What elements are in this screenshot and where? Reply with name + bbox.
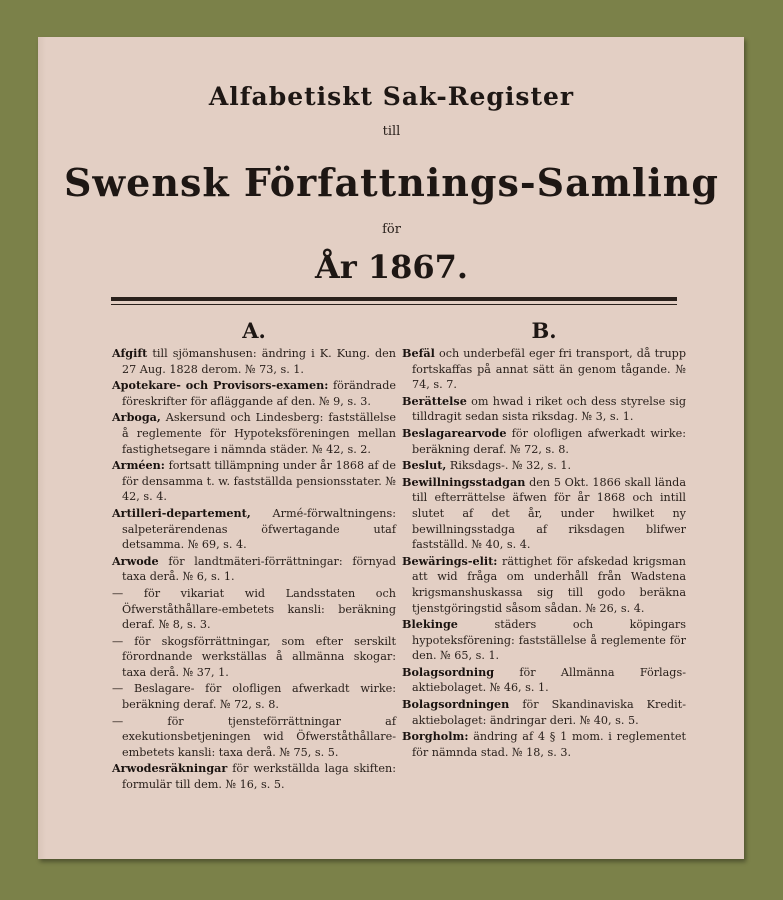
column-b xyxy=(402,318,686,761)
entry-keyword: Beslut, xyxy=(402,458,447,473)
entry-text: rättighet för afskedad krigsman att wid fråga om underhåll från Wadstena krigsmanshuskassa sig till godo beräkna tjenstgöringstid såsom sådan. № 26, s. 4. xyxy=(412,554,686,615)
entry-text: för Skandinaviska Kredit-aktiebolaget: ändringar deri. № 40, s. 5. xyxy=(412,698,686,727)
entry-text: fortsatt tillämpning under år 1868 af de för densamma t. w. fastställda pensionsstater. № 42, s. 4. xyxy=(122,459,397,504)
entry-text: — för vikariat wid Landsstaten och Öfwerståthållare-embetets kansli: beräkning deraf. № 8, s. 3. xyxy=(112,586,396,632)
entry-keyword: Bewillningsstadgan xyxy=(402,474,526,489)
entry-text: den 5 Okt. 1866 skall lända till efterrättelse äfwen för år 1868 och intill slutet af det år, under hwilket ny bewillningsstadga af riksdagen blifwer fastställd. № 40, s. 4. xyxy=(412,475,686,552)
entry-text: — för tjensteförrättningar af exekutionsbetjeningen wid Öfwerståthållare-embetets kansli: taxa derå. № 75, s. 5. xyxy=(112,714,396,759)
title-line-1: Alfabetiskt Sak-Register xyxy=(208,82,575,111)
register-entry xyxy=(112,761,396,792)
entry-text: Armé-förwaltningens: salpeterärendenas öfwertagande utaf detsamma. № 69, s. 4. xyxy=(122,506,396,552)
entry-keyword: Afgift xyxy=(112,346,148,360)
entry-keyword: Beslagarearvode xyxy=(402,425,507,440)
column-a-heading: A. xyxy=(242,318,266,343)
register-entry xyxy=(402,617,686,664)
register-entry xyxy=(112,506,396,553)
register-entry xyxy=(112,586,396,633)
entry-text: städers och köpingars hypoteksförening: fastställelse å reglemente för den. № 65, s. 1. xyxy=(412,618,686,663)
entry-text: — för skogsförrättningar, som efter serskilt förordnande werkställas å allmänna skogar: taxa derå. № 37, 1. xyxy=(112,634,396,679)
entry-text: Askersund och Lindesberg: fastställelse å reglemente för Hypoteksföreningen mellan fastighetsegare i nämnda städer. № 42, s. 2. xyxy=(122,411,396,456)
entry-text: ändring af 4 § 1 mom. i reglementet för nämnda stad. № 18, s. 3. xyxy=(412,730,686,759)
register-entry xyxy=(402,426,686,457)
column-a-entries xyxy=(112,346,396,793)
register-entry xyxy=(402,346,686,393)
entry-text: för Allmänna Förlags-aktiebolaget. № 46, s. 1. xyxy=(412,665,686,695)
register-entry xyxy=(112,634,396,681)
entry-text: om hwad i riket och dess styrelse sig tilldragit sedan sista riksdag. № 3, s. 1. xyxy=(412,394,686,424)
register-entry xyxy=(112,714,396,761)
entry-text: förändrade föreskrifter för afläggande af den. № 9, s. 3. xyxy=(122,379,396,408)
register-entry xyxy=(402,697,686,728)
register-entry xyxy=(402,729,686,760)
column-b-heading: B. xyxy=(531,318,557,343)
divider-thick xyxy=(111,297,677,301)
divider-thin xyxy=(111,304,677,305)
entry-keyword: Artilleri-departement, xyxy=(112,505,251,520)
entry-keyword: Arméen: xyxy=(112,458,165,473)
entry-keyword: Arwodesräkningar xyxy=(112,761,228,776)
register-entry xyxy=(112,346,396,377)
column-a xyxy=(112,318,396,794)
entry-text: — Beslagare- för olofligen afwerkadt wirke: beräkning deraf. № 72, s. 8. xyxy=(112,682,396,712)
entry-text: och underbefäl eger fri transport, då trupp fortskaffas på annat sätt än genom tågande. № 74, s. 7. xyxy=(412,347,686,392)
entry-keyword: Befäl xyxy=(402,346,435,360)
entry-text: för landtmäteri-förrättningar: förnyad taxa derå. № 6, s. 1. xyxy=(122,554,396,584)
register-entry xyxy=(112,681,396,712)
title-for: för xyxy=(382,222,401,237)
entry-keyword: Bolagsordning xyxy=(402,664,495,679)
register-entry xyxy=(112,554,396,585)
register-entry xyxy=(402,665,686,696)
register-entry xyxy=(112,378,396,409)
entry-keyword: Apotekare- och Provisors-examen: xyxy=(112,378,329,393)
entry-keyword: Blekinge xyxy=(402,617,458,632)
register-entry xyxy=(402,458,686,474)
register-entry xyxy=(402,554,686,616)
title-year: År 1867. xyxy=(314,248,469,286)
entry-keyword: Arwode xyxy=(112,553,159,568)
entry-keyword: Bewärings-elit: xyxy=(402,553,498,568)
register-entry xyxy=(112,410,396,457)
entry-text: för werkställda laga skiften: formulär till dem. № 16, s. 5. xyxy=(122,762,396,792)
entry-keyword: Bolagsordningen xyxy=(402,697,510,712)
entry-keyword: Arboga, xyxy=(112,410,161,425)
entry-text: till sjömanshusen: ändring i K. Kung. den 27 Aug. 1828 derom. № 73, s. 1. xyxy=(122,347,396,376)
register-entry xyxy=(402,475,686,553)
entry-text: Riksdags-. № 32, s. 1. xyxy=(449,459,572,473)
title-till: till xyxy=(382,124,401,139)
entry-text: för olofligen afwerkadt wirke: beräkning deraf. № 72, s. 8. xyxy=(412,426,686,456)
register-entry xyxy=(402,394,686,425)
register-entry xyxy=(112,458,396,505)
entry-keyword: Borgholm: xyxy=(402,729,469,744)
column-b-entries xyxy=(402,346,686,760)
entry-keyword: Berättelse xyxy=(402,393,467,408)
title-line-2: Swensk Författnings-Samling xyxy=(63,160,720,205)
